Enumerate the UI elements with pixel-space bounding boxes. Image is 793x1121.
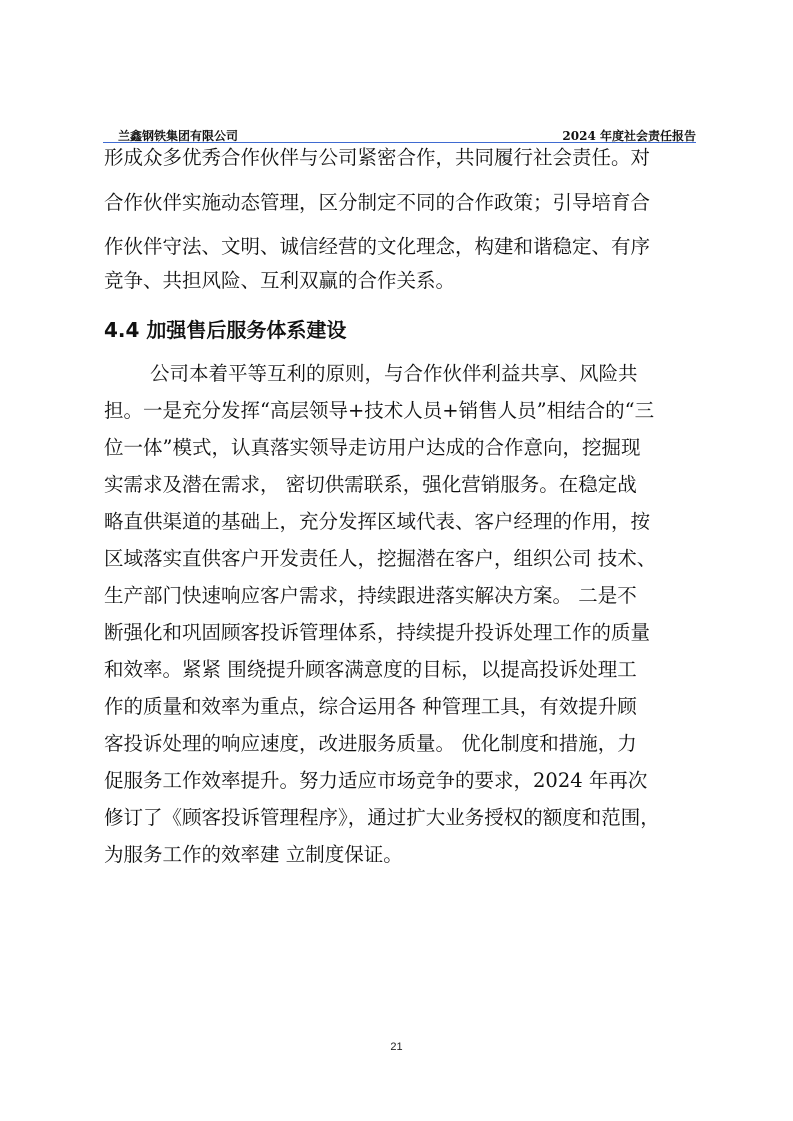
body-line: 促服务工作效率提升。努力适应市场竞争的要求，2024 年再次 xyxy=(104,769,648,792)
body-line: 区域落实直供客户开发责任人，挖掘潜在客户，组织公司 技术、 xyxy=(104,547,657,570)
body-line: 客投诉处理的响应速度，改进服务质量。 优化制度和措施，力 xyxy=(104,732,637,755)
header-divider xyxy=(103,142,696,143)
body-line: 担。一是充分发挥“高层领导+技术人员+销售人员”相结合的“三 xyxy=(104,399,655,422)
body-line: 修订了《顾客投诉管理程序》，通过扩大业务授权的额度和范围， xyxy=(104,806,660,829)
body-line: 位一体”模式，认真落实领导走访用户达成的合作意向，挖掘现 xyxy=(104,436,641,459)
body-line: 生产部门快速响应客户需求，持续跟进落实解决方案。 二是不 xyxy=(104,584,637,607)
body-line: 竞争、共担风险、互利双赢的合作关系。 xyxy=(104,269,456,292)
body-line: 形成众多优秀合作伙伴与公司紧密合作，共同履行社会责任。对 xyxy=(104,146,651,169)
body-line: 作伙伴守法、文明、诚信经营的文化理念，构建和谐稳定、有序 xyxy=(104,235,651,258)
body-line: 略直供渠道的基础上，充分发挥区域代表、客户经理的作用，按 xyxy=(104,510,651,533)
body-line: 公司本着平等互利的原则，与合作伙伴利益共享、风险共 xyxy=(150,362,638,385)
section-heading: 4.4 加强售后服务体系建设 xyxy=(104,318,347,342)
header-report-title: 2024 年度社会责任报告 xyxy=(562,129,696,143)
body-line: 作的质量和效率为重点，综合运用各 种管理工具，有效提升顾 xyxy=(104,695,637,718)
body-line: 实需求及潜在需求， 密切供需联系，强化营销服务。在稳定战 xyxy=(104,473,637,496)
page-number: 21 xyxy=(390,1041,403,1053)
body-line: 和效率。紧紧 围绕提升顾客满意度的目标，以提高投诉处理工 xyxy=(104,658,637,681)
header-company-name: 兰鑫钢铁集团有限公司 xyxy=(118,129,239,143)
body-line: 合作伙伴实施动态管理，区分制定不同的合作政策；引导培育合 xyxy=(104,191,651,214)
body-line: 断强化和巩固顾客投诉管理体系，持续提升投诉处理工作的质量 xyxy=(104,621,651,644)
body-line: 为服务工作的效率建 立制度保证。 xyxy=(104,843,403,866)
